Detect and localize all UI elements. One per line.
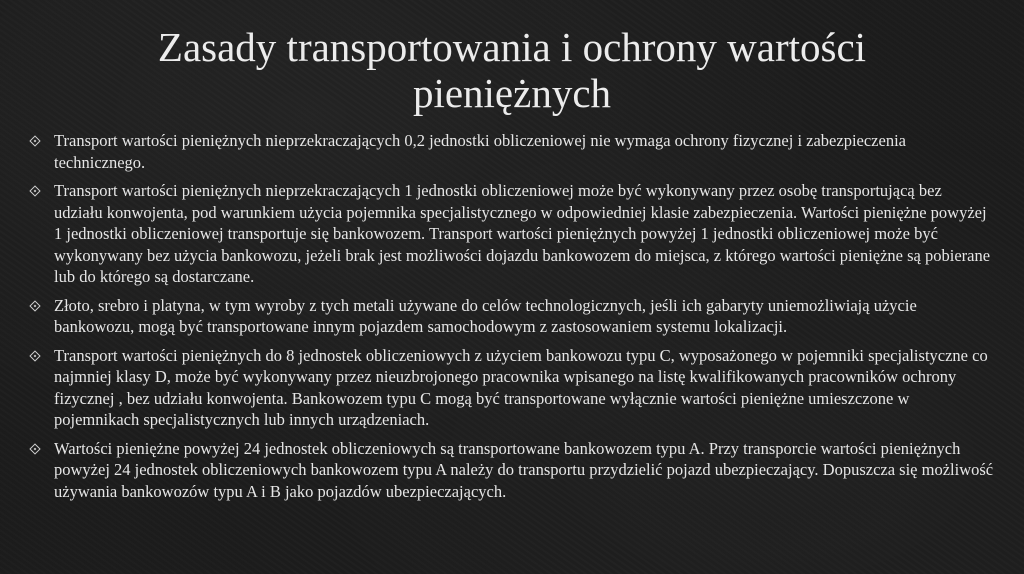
bullet-text: Transport wartości pieniężnych nieprzekraczających 0,2 jednostki obliczeniowej nie wymaga ochrony fizycznej i zabezpieczenia technicznego. — [54, 131, 906, 172]
bullet-text: Transport wartości pieniężnych nieprzekraczających 1 jednostki obliczeniowej może być wykonywany przez osobę transportującą bez udziału konwojenta, pod warunkiem użycia pojemnika specjalistycznego w odpowiedniej klasie zabezpieczenia. Wartości pieniężne powyżej 1 jednostki obliczeniowej transportuje się bankowozem. Transport wartości pieniężnych powyżej 1 jednostki obliczeniowej może być wykonywany bez użycia bankowozu, jeżeli brak jest możliwości dojazdu bankowozem do miejsca, z którego wartości pieniężne są pobierane lub do którego są dostarczane. — [54, 181, 991, 286]
diamond-bullet-icon — [29, 350, 40, 361]
diamond-bullet-icon — [29, 300, 40, 311]
bullet-item — [30, 130, 994, 173]
slide-title — [60, 24, 964, 116]
diamond-bullet-icon — [29, 185, 40, 196]
bullet-item — [30, 345, 994, 431]
bullet-list — [30, 130, 994, 509]
slide-title-line-2: pieniężnych — [412, 70, 612, 116]
bullet-item — [30, 438, 994, 503]
bullet-text: Złoto, srebro i platyna, w tym wyroby z tych metali używane do celów technologicznych, jeśli ich gabaryty uniemożliwiają użycie bankowozu, mogą być transportowane innym pojazdem samochodowym z zastosowaniem systemu lokalizacji. — [54, 295, 917, 336]
slide-title-line-1: Zasady transportowania i ochrony wartości — [157, 24, 867, 70]
bullet-text: Transport wartości pieniężnych do 8 jednostek obliczeniowych z użyciem bankowozu typu C, wyposażonego w pojemniki specjalistyczne co najmniej klasy D, może być wykonywany przez nieuzbrojonego pracownika wpisanego na listę kwalifikowanych pracowników ochrony fizycznej , bez udziału konwojenta. Bankowozem typu C mogą być transportowane wyłącznie wartości pieniężne umieszczone w pojemnikach specjalistycznych lub innych urządzeniach. — [54, 345, 988, 429]
diamond-bullet-icon — [29, 135, 40, 146]
diamond-bullet-icon — [29, 443, 40, 454]
bullet-item — [30, 180, 994, 288]
bullet-text: Wartości pieniężne powyżej 24 jednostek obliczeniowych są transportowane bankowozem typu A. Przy transporcie wartości pieniężnych powyżej 24 jednostek obliczeniowych bankowozem typu A należy do transportu przydzielić pojazd ubezpieczający. Dopuszcza się możliwość używania bankowozów typu A i B jako pojazdów ubezpieczających. — [54, 438, 994, 501]
bullet-item — [30, 295, 994, 338]
